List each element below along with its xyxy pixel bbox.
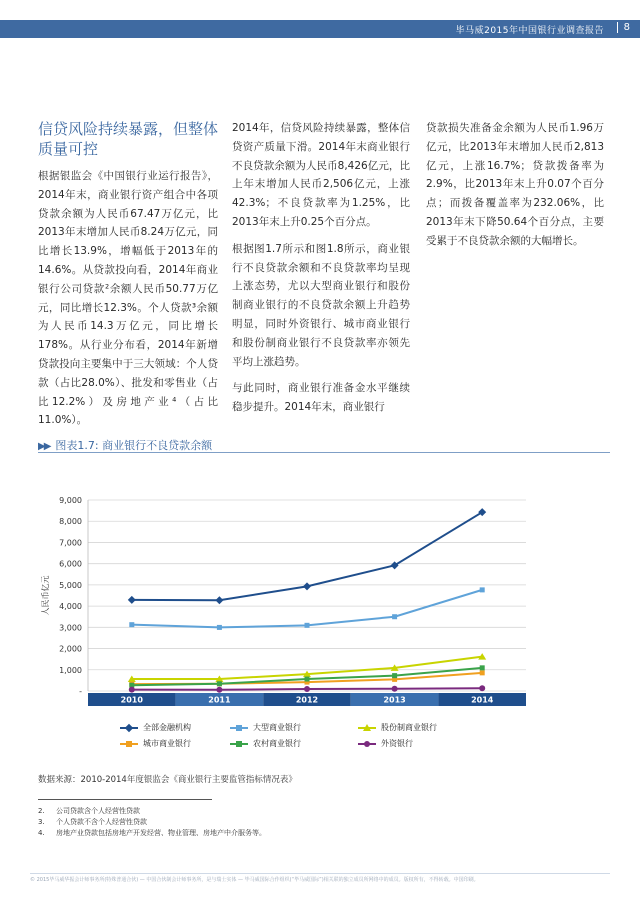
x-tick-label: 2013 <box>383 695 406 705</box>
x-tick-label: 2012 <box>295 695 319 705</box>
legend-item <box>120 738 191 749</box>
data-point-square <box>480 670 485 675</box>
footnote-divider <box>38 799 212 800</box>
legend-swatch <box>120 724 138 732</box>
legend-swatch <box>230 724 248 732</box>
text-column-2 <box>232 119 410 425</box>
text-column-3 <box>426 119 604 259</box>
x-tick-label: 2011 <box>208 695 231 705</box>
legend-item <box>358 738 413 749</box>
y-tick-label: 7,000 <box>59 538 82 548</box>
y-tick-label: 5,000 <box>59 580 82 590</box>
data-point-square <box>129 622 134 627</box>
footnotes <box>38 806 266 839</box>
data-point-square <box>217 625 222 630</box>
footnote-text: 公司贷款含个人经营性贷款 <box>56 807 140 815</box>
paragraph: 根据银监会《中国银行业运行报告》，2014年末，商业银行资产组合中各项贷款余额为人民币67.47万亿元，比2013年末增加人民币8.24万亿元，同比增长13.9%，增幅低于2013年的14.6%。从贷款投向看，2014年商业银行公司贷款²余额人民币50.77万亿元，同比增长12.3%。个人贷款³余额为人民币14.3万亿元，同比增长178%。从行业分布看，2014年新增贷款投向主要集中于三大领域：个人贷款（占比28.0%）、批发和零售业（占比12.2%）及房地产业⁴（占比11.0%）。 <box>38 170 218 427</box>
y-tick-label: 4,000 <box>59 602 82 612</box>
footer-divider <box>30 873 610 874</box>
data-point-square <box>305 677 310 682</box>
footnote-item <box>38 817 266 828</box>
data-point-square <box>392 614 397 619</box>
data-point-circle <box>392 686 398 692</box>
y-tick-label: 1,000 <box>59 665 82 675</box>
legend-label: 大型商业银行 <box>253 723 301 732</box>
legend-item <box>120 722 191 733</box>
footnote-item <box>38 828 266 839</box>
legend-swatch <box>358 724 376 732</box>
legend-swatch <box>120 740 138 748</box>
series-line-2 <box>132 590 482 628</box>
data-point-diamond <box>128 596 136 604</box>
data-point-square <box>217 681 222 686</box>
data-point-square <box>305 623 310 628</box>
report-title: 毕马威2015年中国银行业调查报告 <box>455 26 604 36</box>
y-tick-label: - <box>79 687 82 696</box>
y-tick-label: 6,000 <box>59 559 82 569</box>
data-point-circle <box>304 686 310 692</box>
paragraph: 与此同时，商业银行准备金水平继续稳步提升。2014年末，商业银行 <box>232 382 410 414</box>
source-note: 数据来源：2010-2014年度银监会《商业银行主要监管指标情况表》 <box>38 775 297 785</box>
legend-item <box>358 722 437 733</box>
chart-title <box>38 437 212 453</box>
footer-copyright: © 2015毕马威华振会计师事务所(特殊普通合伙) — 中国合伙制会计师事务所，是与瑞士实体 — 毕马威国际合作组织(“毕马威国际”)相关联的独立成员所网络中的成员。版权所有，不得转载。中国印刷。 <box>30 877 479 883</box>
page-number: 8 <box>617 22 630 33</box>
footnote-number: 2. <box>38 807 45 815</box>
paragraph: 根据图1.7所示和图1.8所示，商业银行不良贷款余额和不良贷款率均呈现上涨态势，尤以大型商业银行和股份制商业银行的不良贷款余额上升趋势明显，同时外资银行、城市商业银行和股份制商业银行不良贷款率亦领先平均上涨趋势。 <box>232 242 410 368</box>
chart-title-text: 图表1.7: 商业银行不良贷款余额 <box>55 439 213 452</box>
footnote-text: 个人贷款不含个人经营性贷款 <box>56 818 147 826</box>
legend-label: 农村商业银行 <box>253 739 301 748</box>
data-point-diamond <box>303 582 311 590</box>
data-point-diamond <box>215 596 223 604</box>
y-tick-label: 9,000 <box>59 496 82 505</box>
text-column-1 <box>38 119 218 438</box>
footnote-item <box>38 806 266 817</box>
footnote-number: 4. <box>38 829 45 837</box>
data-point-square <box>480 665 485 670</box>
legend-label: 全部金融机构 <box>143 723 191 732</box>
data-point-circle <box>479 685 485 691</box>
data-point-circle <box>216 687 222 693</box>
paragraph: 贷款损失准备金余额为人民币1.96万亿元，比2013年末增加人民币2,813亿元，上涨16.7%；贷款拨备率为2.9%，比2013年末上升0.07个百分点；而拨备覆盖率为232.06%，比2013年末下降50.64个百分点，主要受累于不良贷款余额的大幅增长。 <box>426 122 604 247</box>
legend-label: 城市商业银行 <box>143 739 191 748</box>
legend-swatch <box>358 740 376 748</box>
data-point-square <box>392 673 397 678</box>
legend-item <box>230 722 301 733</box>
double-arrow-icon: ▶▶ <box>38 441 50 452</box>
page-header-bar <box>0 20 640 38</box>
data-point-square <box>480 587 485 592</box>
chart-title-rule <box>38 452 610 453</box>
data-point-circle <box>129 687 135 693</box>
x-tick-label: 2014 <box>471 695 494 705</box>
legend-label: 股份制商业银行 <box>381 723 437 732</box>
x-tick-label: 2010 <box>120 695 143 705</box>
footnote-text: 房地产业贷款包括房地产开发经营、物业管理、房地产中介服务等。 <box>56 829 266 837</box>
section-heading: 信贷风险持续暴露，但整体质量可控 <box>38 120 219 158</box>
y-axis-label: 人民币亿元 <box>41 575 50 616</box>
y-tick-label: 2,000 <box>59 644 82 654</box>
npl-line-chart <box>30 488 530 720</box>
paragraph: 2014年，信贷风险持续暴露，整体信贷资产质量下滑。2014年末商业银行不良贷款余额为人民币8,426亿元，比上年末增加人民币2,506亿元，上涨42.3%；不良贷款率为1.25%，比2013年末上升0.25个百分点。 <box>232 122 410 228</box>
y-tick-label: 8,000 <box>59 517 82 527</box>
footnote-number: 3. <box>38 818 45 826</box>
legend-label: 外资银行 <box>381 739 413 748</box>
legend-swatch <box>230 740 248 748</box>
y-tick-label: 3,000 <box>59 623 82 633</box>
legend-item <box>230 738 301 749</box>
